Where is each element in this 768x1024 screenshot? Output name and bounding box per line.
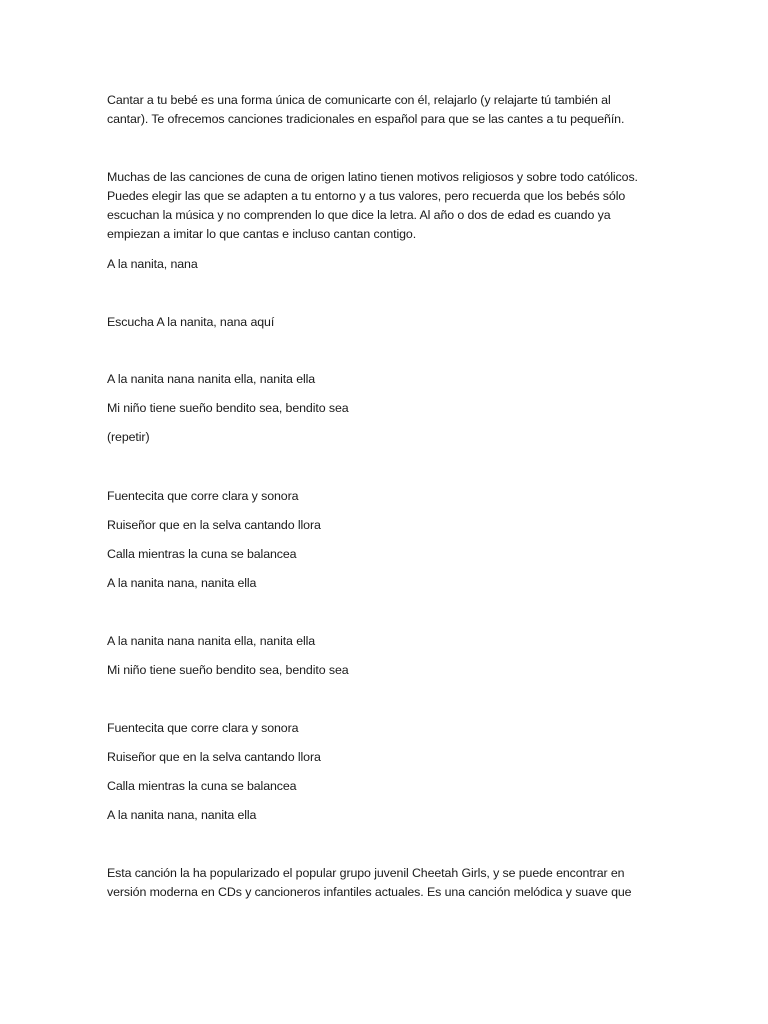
lyric-line: Calla mientras la cuna se balancea [107, 779, 297, 793]
lyric-line: A la nanita nana nanita ella, nanita ella [107, 372, 316, 386]
lyric-line: Fuentecita que corre clara y sonora [107, 721, 299, 735]
text-line: cantar). Te ofrecemos canciones tradicionales en español para que se las cantes a tu pequeñín. [107, 112, 625, 126]
lyric-line: A la nanita nana, nanita ella [107, 576, 257, 590]
lyric-line: Fuentecita que corre clara y sonora [107, 489, 299, 503]
text-line: escuchan la música y no comprenden lo que dice la letra. Al año o dos de edad es cuando ya [107, 208, 611, 222]
song-title: A la nanita, nana [107, 257, 198, 271]
lyric-line: Mi niño tiene sueño bendito sea, bendito sea [107, 663, 349, 677]
text-line: empiezan a imitar lo que cantas e incluso cantan contigo. [107, 227, 417, 241]
text-line: Cantar a tu bebé es una forma única de comunicarte con él, relajarlo (y relajarte tú también al [107, 93, 611, 107]
lyric-line: Calla mientras la cuna se balancea [107, 547, 297, 561]
context-paragraph [107, 168, 667, 244]
intro-paragraph [107, 91, 667, 129]
lyric-line: A la nanita nana, nanita ella [107, 808, 257, 822]
lyric-line: Mi niño tiene sueño bendito sea, bendito sea [107, 401, 349, 415]
text-line: Esta canción la ha popularizado el popular grupo juvenil Cheetah Girls, y se puede encontrar en [107, 866, 625, 880]
listen-link[interactable]: Escucha A la nanita, nana aquí [107, 315, 275, 329]
text-line: Puedes elegir las que se adapten a tu entorno y a tus valores, pero recuerda que los bebés sólo [107, 189, 626, 203]
lyric-line: A la nanita nana nanita ella, nanita ella [107, 634, 316, 648]
text-line: Muchas de las canciones de cuna de origen latino tienen motivos religiosos y sobre todo católicos. [107, 170, 638, 184]
lyric-line: Ruiseñor que en la selva cantando llora [107, 518, 321, 532]
closing-paragraph [107, 864, 667, 902]
lyric-line: (repetir) [107, 430, 150, 444]
lyric-line: Ruiseñor que en la selva cantando llora [107, 750, 321, 764]
text-line: versión moderna en CDs y cancioneros infantiles actuales. Es una canción melódica y suave que [107, 885, 632, 899]
